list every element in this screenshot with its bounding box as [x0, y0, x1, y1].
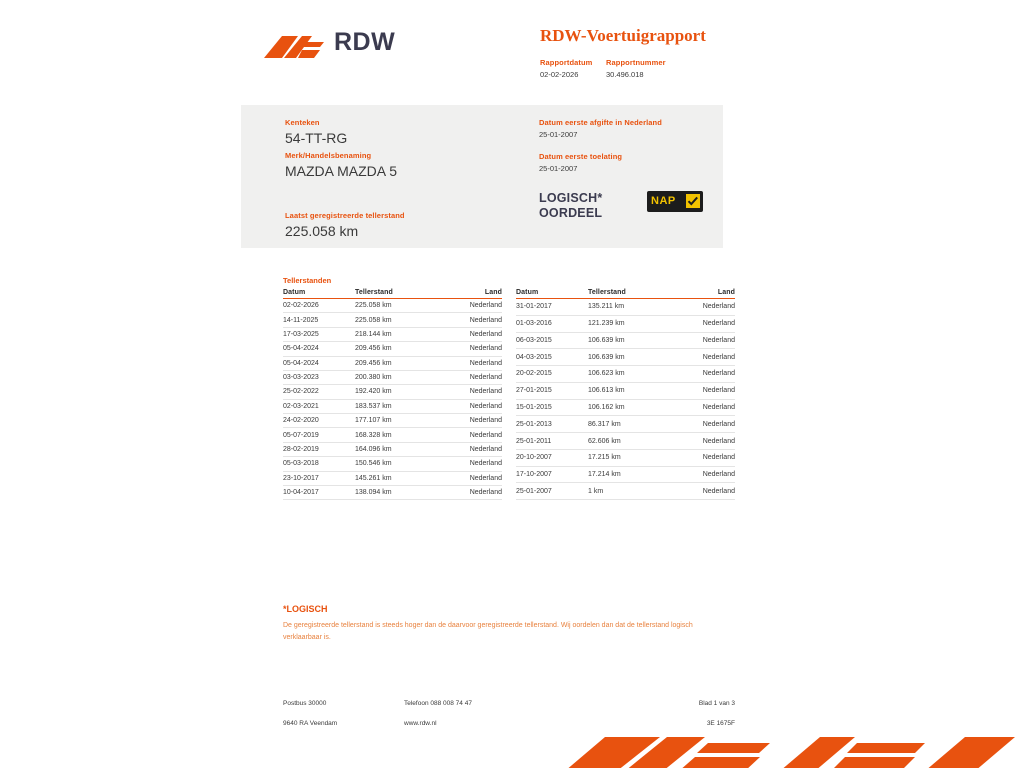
footnote-section — [283, 604, 713, 643]
cell-land: Nederland — [437, 471, 502, 485]
table-row — [516, 299, 735, 316]
cell-land: Nederland — [437, 457, 502, 471]
cell-tellerstand: 164.096 km — [355, 442, 437, 456]
cell-tellerstand: 138.094 km — [355, 485, 437, 499]
cell-land: Nederland — [437, 299, 502, 313]
cell-tellerstand: 106.162 km — [588, 399, 670, 416]
cell-datum: 05-07-2019 — [283, 428, 355, 442]
cell-datum: 02-02-2026 — [283, 299, 355, 313]
footer-phone: Telefoon 088 008 74 47 — [404, 700, 472, 707]
table-row — [516, 315, 735, 332]
footer-page-number: Blad 1 van 3 — [698, 700, 735, 707]
cell-tellerstand: 183.537 km — [355, 399, 437, 413]
cell-datum: 02-03-2021 — [283, 399, 355, 413]
footer-page-info — [693, 700, 735, 727]
eerste-afgifte-block — [539, 118, 662, 139]
table-row — [516, 449, 735, 466]
cell-land: Nederland — [670, 483, 735, 500]
cell-tellerstand: 121.239 km — [588, 315, 670, 332]
report-date-label: Rapportdatum — [540, 58, 593, 67]
footnote-body: De geregistreerde tellerstand is steeds hoger dan de daarvoor geregistreerde tellerstand. Wij oordelen dan dat de tellerstand logisch verklaarbaar is. — [283, 622, 693, 641]
cell-land: Nederland — [670, 315, 735, 332]
cell-tellerstand: 200.380 km — [355, 370, 437, 384]
col-header-tellerstand: Tellerstand — [588, 289, 670, 299]
kenteken-label: Kenteken — [285, 118, 320, 127]
cell-land: Nederland — [437, 356, 502, 370]
cell-land: Nederland — [670, 433, 735, 450]
table-row — [283, 428, 502, 442]
rdw-logo — [262, 22, 422, 68]
cell-datum: 25-01-2011 — [516, 433, 588, 450]
cell-datum: 14-11-2025 — [283, 313, 355, 327]
cell-land: Nederland — [437, 414, 502, 428]
cell-land: Nederland — [437, 385, 502, 399]
footnote-title — [283, 604, 713, 614]
odometer-right-body — [516, 299, 735, 500]
eerste-afgifte-value: 25-01-2007 — [539, 130, 578, 139]
eerste-toelating-block — [539, 152, 622, 173]
odometer-title: Tellerstanden — [283, 276, 332, 285]
cell-datum: 05-03-2018 — [283, 457, 355, 471]
cell-tellerstand: 177.107 km — [355, 414, 437, 428]
cell-tellerstand: 135.211 km — [588, 299, 670, 316]
cell-datum: 10-04-2017 — [283, 485, 355, 499]
cell-tellerstand: 218.144 km — [355, 327, 437, 341]
cell-land: Nederland — [670, 466, 735, 483]
cell-datum: 17-10-2007 — [516, 466, 588, 483]
cell-tellerstand: 106.613 km — [588, 382, 670, 399]
col-header-land: Land — [437, 289, 502, 299]
footnote-title-text: LOGISCH — [286, 604, 328, 614]
table-row — [283, 457, 502, 471]
table-row — [516, 483, 735, 500]
merk-value: MAZDA MAZDA 5 — [285, 163, 398, 179]
table-row — [283, 385, 502, 399]
table-row — [516, 416, 735, 433]
rdw-arrow-logo-icon — [262, 30, 334, 62]
col-header-datum: Datum — [516, 289, 588, 299]
cell-datum: 28-02-2019 — [283, 442, 355, 456]
table-row — [283, 313, 502, 327]
tellerstand-value: 225.058 km — [285, 223, 359, 239]
tellerstand-block — [285, 211, 405, 239]
cell-land: Nederland — [437, 428, 502, 442]
report-number-block — [606, 58, 666, 79]
cell-tellerstand: 86.317 km — [588, 416, 670, 433]
col-header-datum: Datum — [283, 289, 355, 299]
cell-tellerstand: 1 km — [588, 483, 670, 500]
cell-datum: 23-10-2017 — [283, 471, 355, 485]
oordeel-badge — [539, 191, 602, 221]
cell-datum: 20-10-2007 — [516, 449, 588, 466]
table-row — [283, 356, 502, 370]
table-header-row — [516, 289, 735, 299]
footer-address — [283, 700, 337, 727]
table-row — [516, 399, 735, 416]
col-header-tellerstand: Tellerstand — [355, 289, 437, 299]
kenteken-value: 54-TT-RG — [285, 130, 348, 146]
brand-name: RDW — [334, 28, 396, 56]
table-row — [283, 399, 502, 413]
cell-datum: 05-04-2024 — [283, 356, 355, 370]
odometer-section — [283, 276, 735, 500]
cell-tellerstand: 106.639 km — [588, 349, 670, 366]
table-row — [283, 370, 502, 384]
report-date-value: 02-02-2026 — [540, 70, 579, 79]
cell-datum: 03-03-2023 — [283, 370, 355, 384]
kenteken-block — [285, 118, 347, 146]
cell-datum: 27-01-2015 — [516, 382, 588, 399]
table-row — [283, 299, 502, 313]
cell-tellerstand: 225.058 km — [355, 313, 437, 327]
page-title: RDW-Voertuigrapport — [540, 26, 706, 45]
oordeel-line-2: OORDEEL — [539, 206, 603, 220]
table-row — [283, 471, 502, 485]
cell-land: Nederland — [670, 399, 735, 416]
cell-land: Nederland — [670, 299, 735, 316]
cell-land: Nederland — [437, 370, 502, 384]
table-row — [283, 442, 502, 456]
cell-datum: 25-01-2007 — [516, 483, 588, 500]
cell-land: Nederland — [437, 442, 502, 456]
table-row — [283, 485, 502, 499]
cell-tellerstand: 225.058 km — [355, 299, 437, 313]
odometer-table-right — [516, 289, 735, 500]
cell-tellerstand: 209.456 km — [355, 356, 437, 370]
cell-datum: 20-02-2015 — [516, 366, 588, 383]
cell-land: Nederland — [670, 366, 735, 383]
col-header-land: Land — [670, 289, 735, 299]
odometer-left-body — [283, 299, 502, 500]
cell-tellerstand: 106.623 km — [588, 366, 670, 383]
cell-land: Nederland — [437, 327, 502, 341]
footer-address-line-1: Postbus 30000 — [283, 700, 327, 707]
check-icon — [686, 194, 700, 208]
cell-tellerstand: 106.639 km — [588, 332, 670, 349]
cell-datum: 05-04-2024 — [283, 342, 355, 356]
table-row — [283, 342, 502, 356]
table-row — [516, 332, 735, 349]
table-row — [516, 382, 735, 399]
footer-address-line-2: 9640 RA Veendam — [283, 720, 338, 727]
odometer-table-left — [283, 289, 502, 500]
cell-tellerstand: 62.606 km — [588, 433, 670, 450]
footnote-star: * — [283, 604, 287, 614]
cell-datum: 04-03-2015 — [516, 349, 588, 366]
footer-contact — [404, 700, 472, 727]
table-header-row — [283, 289, 502, 299]
cell-datum: 25-02-2022 — [283, 385, 355, 399]
oordeel-line-1: LOGISCH* — [539, 191, 603, 205]
merk-block — [285, 151, 397, 179]
cell-tellerstand: 150.546 km — [355, 457, 437, 471]
cell-tellerstand: 17.215 km — [588, 449, 670, 466]
cell-datum: 17-03-2025 — [283, 327, 355, 341]
cell-datum: 25-01-2013 — [516, 416, 588, 433]
cell-datum: 31-01-2017 — [516, 299, 588, 316]
cell-land: Nederland — [670, 449, 735, 466]
report-number-value: 30.496.018 — [606, 70, 644, 79]
nap-badge — [647, 191, 703, 212]
nap-badge-label: NAP — [651, 195, 676, 207]
cell-land: Nederland — [437, 342, 502, 356]
cell-datum: 01-03-2016 — [516, 315, 588, 332]
merk-label: Merk/Handelsbenaming — [285, 151, 372, 160]
cell-land: Nederland — [437, 313, 502, 327]
cell-datum: 15-01-2015 — [516, 399, 588, 416]
cell-land: Nederland — [670, 382, 735, 399]
cell-tellerstand: 145.261 km — [355, 471, 437, 485]
table-row — [516, 366, 735, 383]
cell-land: Nederland — [437, 399, 502, 413]
eerste-toelating-label: Datum eerste toelating — [539, 152, 623, 161]
table-row — [516, 349, 735, 366]
report-meta — [540, 58, 666, 79]
cell-tellerstand: 192.420 km — [355, 385, 437, 399]
footer-form-code: 3E 1675F — [706, 720, 735, 727]
vehicle-summary-panel — [241, 105, 723, 248]
cell-land: Nederland — [670, 416, 735, 433]
report-date-block — [540, 58, 606, 79]
table-row — [516, 466, 735, 483]
eerste-afgifte-label: Datum eerste afgifte in Nederland — [539, 118, 662, 127]
footer-arrow-graphic-icon — [545, 735, 1024, 768]
cell-tellerstand: 209.456 km — [355, 342, 437, 356]
report-number-label: Rapportnummer — [606, 58, 666, 67]
table-row — [283, 414, 502, 428]
eerste-toelating-value: 25-01-2007 — [539, 164, 578, 173]
cell-tellerstand: 17.214 km — [588, 466, 670, 483]
cell-land: Nederland — [670, 332, 735, 349]
table-row — [516, 433, 735, 450]
tellerstand-label: Laatst geregistreerde tellerstand — [285, 211, 405, 220]
table-row — [283, 327, 502, 341]
cell-land: Nederland — [437, 485, 502, 499]
footer-website: www.rdw.nl — [404, 720, 437, 727]
cell-land: Nederland — [670, 349, 735, 366]
cell-datum: 24-02-2020 — [283, 414, 355, 428]
cell-tellerstand: 168.328 km — [355, 428, 437, 442]
cell-datum: 06-03-2015 — [516, 332, 588, 349]
